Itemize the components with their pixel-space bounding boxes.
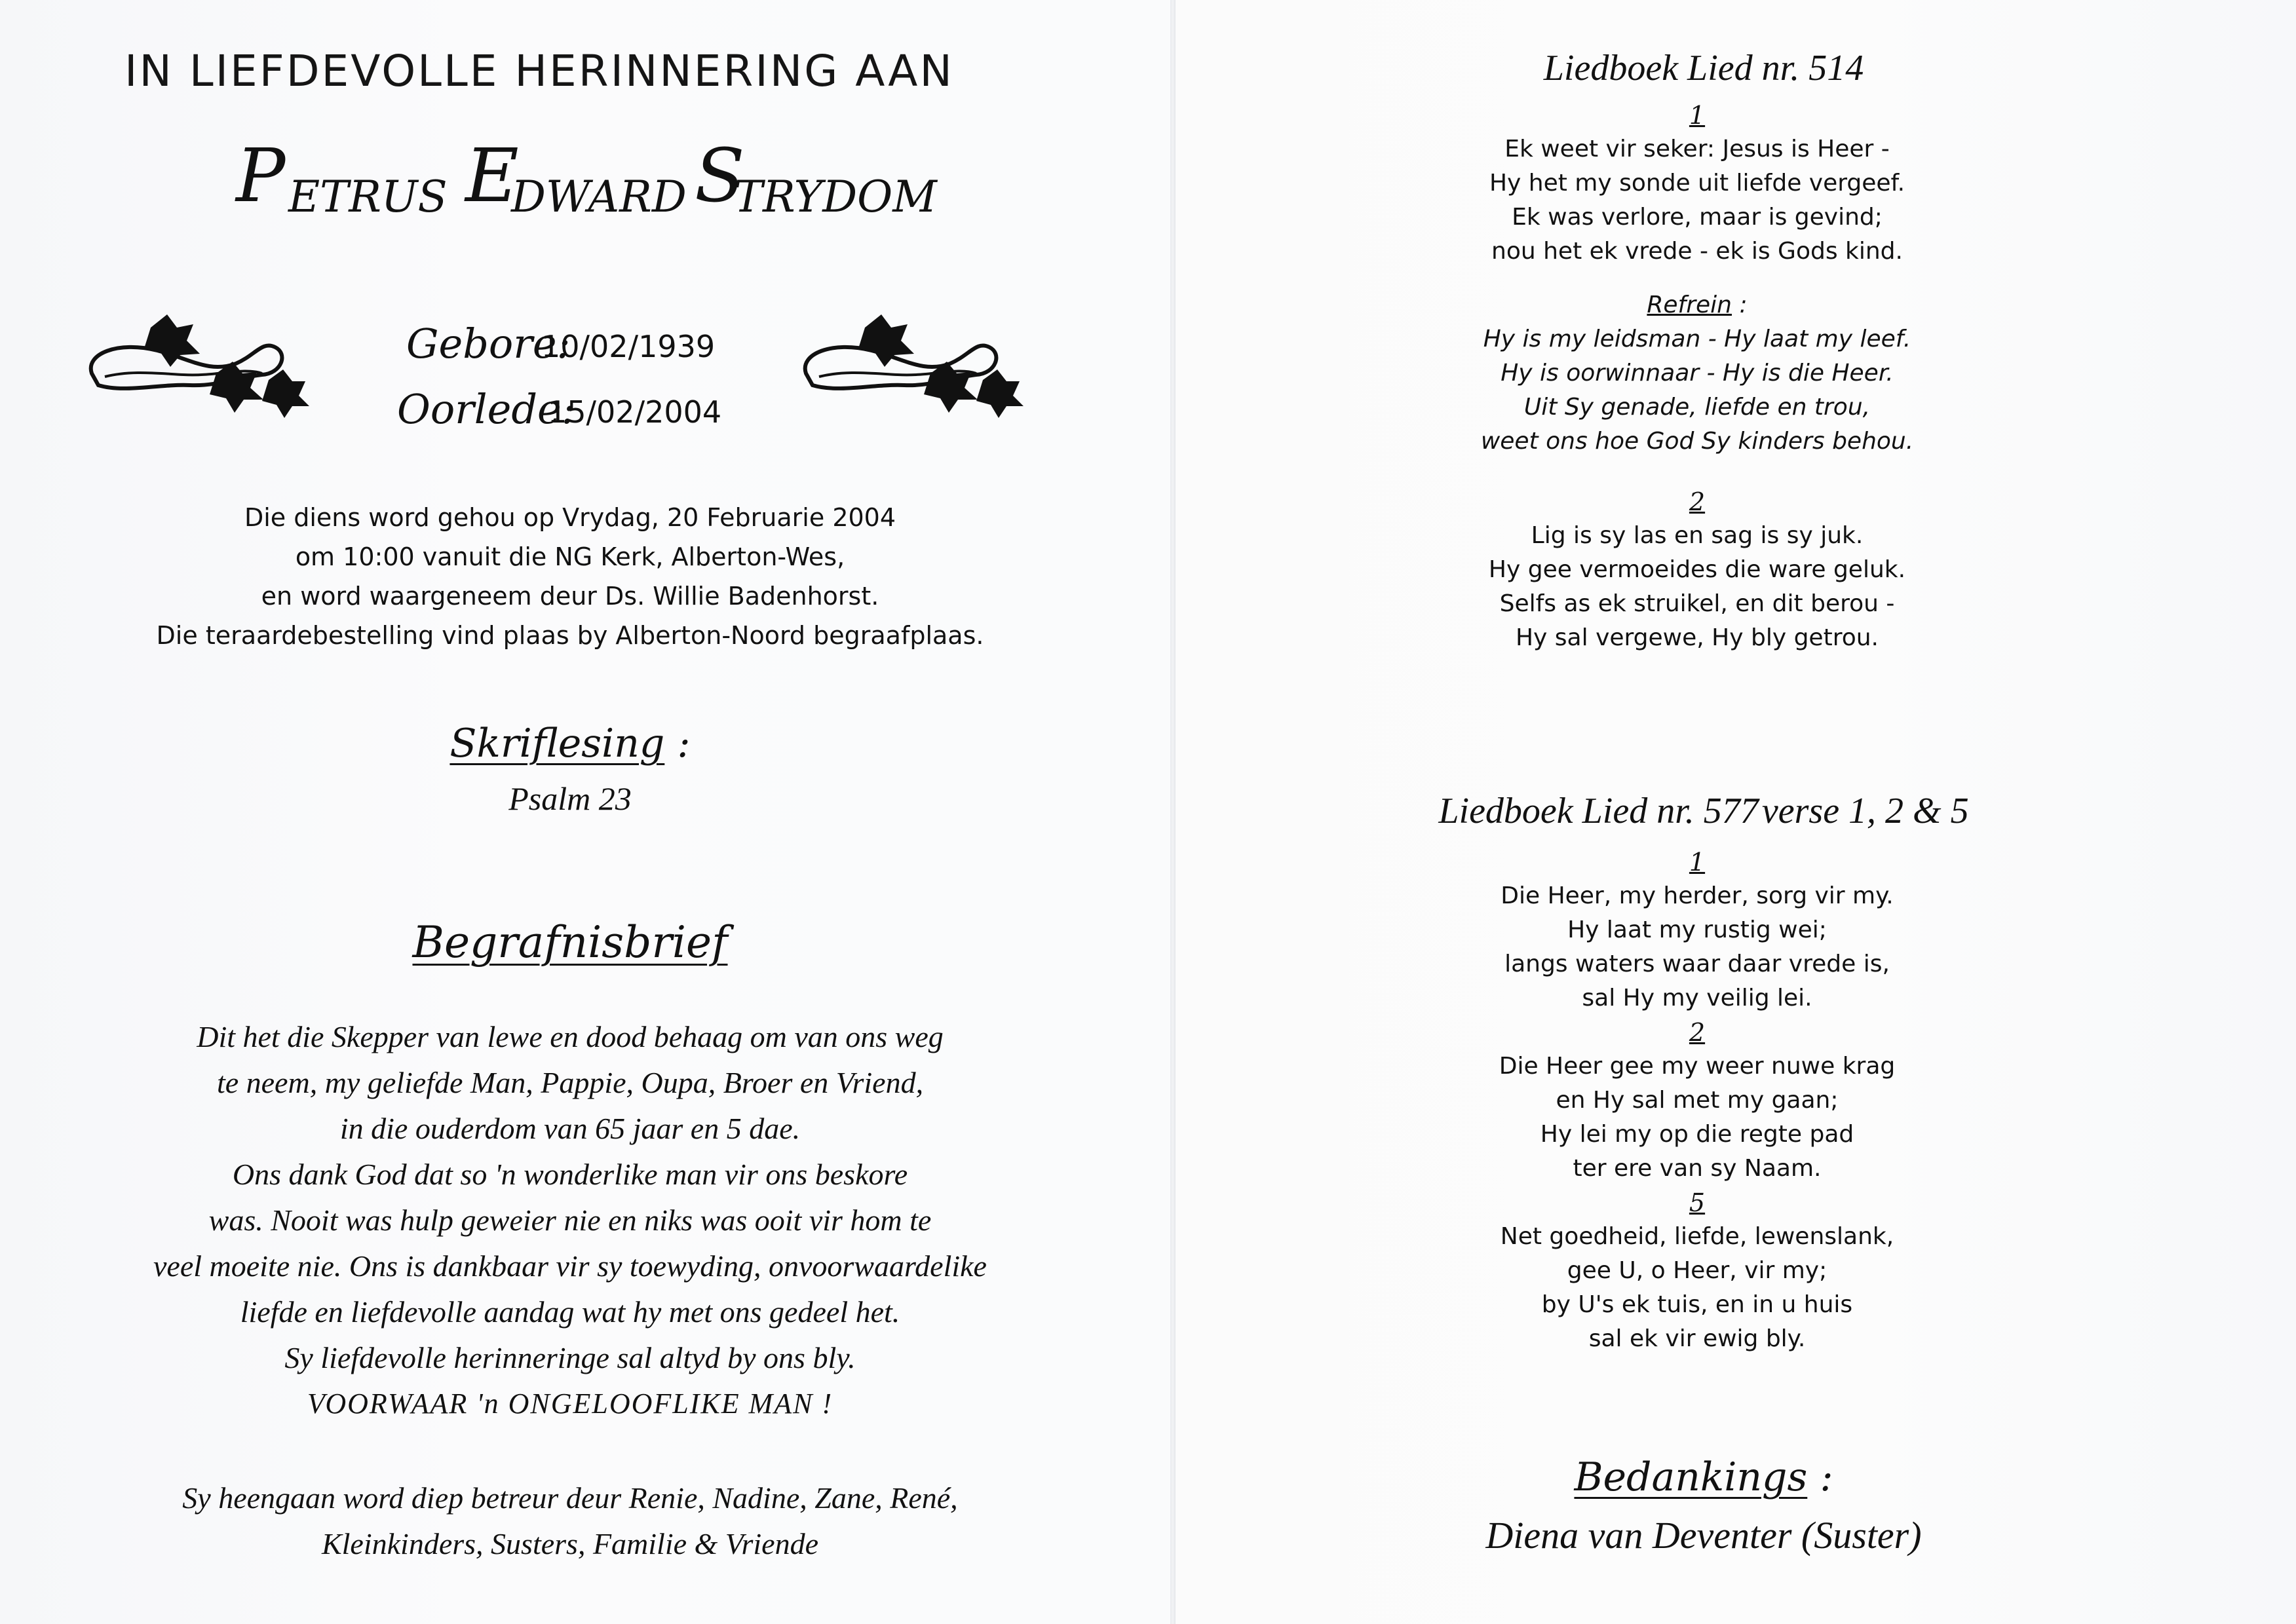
verse-line: sal Hy my veilig lei.: [1582, 985, 1812, 1011]
refrain-colon: :: [1739, 292, 1748, 318]
hymn2-body: [1271, 845, 2123, 1356]
service-line: Die diens word gehou op Vrydag, 20 Februarie 2004: [244, 503, 896, 532]
hymn2-verse2-number: 2: [1689, 1018, 1706, 1047]
verse-line: Hy laat my rustig wei;: [1567, 916, 1827, 943]
letter-line: in die ouderdom van 65 jaar en 5 dae.: [339, 1112, 801, 1145]
refrain-label: Refrein: [1647, 292, 1732, 318]
verse-line: langs waters waar daar vrede is,: [1504, 951, 1890, 977]
hymn2-title: Liedboek Lied nr. 577: [1438, 791, 1759, 831]
verse-line: Hy het my sonde uit liefde vergeef.: [1489, 170, 1905, 197]
verse-line: Net goedheid, liefde, lewenslank,: [1500, 1223, 1894, 1250]
verse-line: ter ere van sy Naam.: [1573, 1155, 1822, 1182]
letter-line: te neem, my geliefde Man, Pappie, Oupa, Broer en Vriend,: [216, 1066, 924, 1099]
verse-line: gee U, o Heer, vir my;: [1567, 1257, 1827, 1284]
mourners-line: Kleinkinders, Susters, Familie & Vriende: [321, 1527, 819, 1560]
verse-line: Lig is sy las en sag is sy juk.: [1531, 522, 1864, 549]
verse-line: by U's ek tuis, en in u huis: [1541, 1291, 1853, 1318]
died-date: 15/02/2004: [548, 394, 722, 430]
letter-line: liefde en liefdevolle aandag wat hy met ons gedeel het.: [240, 1295, 900, 1329]
thanks-text: Diena van Deventer (Suster): [1485, 1514, 1922, 1557]
verse-line: Hy sal vergewe, Hy bly getrou.: [1515, 624, 1879, 651]
reading-colon: :: [677, 721, 691, 766]
verse-line: nou het ek vrede - ek is Gods kind.: [1491, 238, 1903, 265]
verse-line: Selfs as ek struikel, en dit berou -: [1499, 590, 1895, 617]
letter-heading: [275, 917, 865, 968]
name-first-initial: P: [236, 134, 286, 219]
name-last-rest: TRYDOM: [734, 172, 937, 222]
refrain-line: Hy is my leidsman - Hy laat my leef.: [1483, 326, 1911, 352]
born-date: 10/02/1939: [541, 329, 716, 364]
hymn1-title: Liedboek Lied nr. 514: [1543, 48, 1864, 88]
refrain-line: Uit Sy genade, liefde en trou,: [1523, 394, 1871, 421]
vine-leaf-ornament-icon: [79, 301, 315, 426]
verse-line: sal ek vir ewig bly.: [1588, 1325, 1806, 1352]
refrain-line: Hy is oorwinnaar - Hy is die Heer.: [1501, 360, 1894, 387]
reading-heading: [275, 721, 865, 766]
name-middle-rest: DWARD: [511, 172, 687, 222]
service-line: Die teraardebestelling vind plaas by Alberton-Noord begraafplaas.: [156, 621, 984, 650]
page-fold: [1170, 0, 1176, 1624]
hymn2-subtitle: verse 1, 2 & 5: [1761, 791, 1969, 831]
refrain-heading: [1271, 288, 2123, 322]
service-line: en word waargeneem deur Ds. Willie Badenhorst.: [261, 582, 879, 611]
hymn1-verse2-number: 2: [1689, 487, 1706, 516]
letter-line: Sy liefdevolle herinneringe sal altyd by ons bly.: [284, 1341, 856, 1374]
memorial-heading: IN LIEFDEVOLLE HERINNERING AAN: [124, 46, 954, 96]
thanks-heading: [1311, 1454, 2097, 1500]
name-last-initial: S: [695, 134, 745, 219]
thanks-colon: :: [1820, 1454, 1833, 1500]
refrain-line: weet ons hoe God Sy kinders behou.: [1480, 428, 1914, 455]
mourners-line: Sy heengaan word diep betreur deur Renie, Nadine, Zane, René,: [182, 1481, 958, 1515]
letter-title: Begrafnisbrief: [412, 917, 728, 968]
hymn2-heading: [1311, 790, 2097, 832]
letter-line: was. Nooit was hulp geweier nie en niks was ooit vir hom te: [208, 1203, 932, 1237]
service-line: om 10:00 vanuit die NG Kerk, Alberton-Wes,: [295, 542, 845, 571]
name-first-rest: ETRUS: [288, 172, 448, 222]
deceased-name: [197, 134, 983, 235]
reading-text: Psalm 23: [508, 780, 632, 817]
life-dates: [373, 320, 832, 445]
letter-line: veel moeite nie. Ons is dankbaar vir sy toewyding, onvoorwaardelike: [153, 1249, 987, 1283]
verse-line: Die Heer gee my weer nuwe krag: [1499, 1053, 1896, 1080]
verse-line: Hy gee vermoeides die ware geluk.: [1488, 556, 1906, 583]
verse-line: Ek was verlore, maar is gevind;: [1512, 204, 1883, 231]
verse-line: Die Heer, my herder, sorg vir my.: [1501, 882, 1894, 909]
hymn1-body: [1271, 98, 2123, 655]
letter-line: Ons dank God dat so 'n wonderlike man vir ons beskore: [232, 1158, 908, 1191]
hymn2-verse5-number: 5: [1689, 1188, 1706, 1217]
name-middle-initial: E: [465, 134, 519, 219]
reading-title: Skriflesing: [450, 721, 665, 766]
died-label: Oorlede:: [397, 385, 575, 433]
born-label: Gebore:: [406, 320, 571, 368]
thanks-title: Bedankings: [1574, 1454, 1808, 1500]
funeral-letter: [79, 1014, 1062, 1427]
mourners: [79, 1475, 1062, 1567]
letter-line: Dit het die Skepper van lewe en dood behaag om van ons weg: [197, 1020, 944, 1053]
hymn1-verse1-number: 1: [1689, 101, 1706, 130]
service-details: [79, 498, 1062, 655]
letter-exclaim: VOORWAAR 'n ONGELOOFLIKE MAN !: [307, 1388, 833, 1420]
verse-line: Hy lei my op die regte pad: [1540, 1121, 1854, 1148]
verse-line: en Hy sal met my gaan;: [1556, 1087, 1839, 1114]
verse-line: Ek weet vir seker: Jesus is Heer -: [1504, 136, 1890, 162]
hymn2-verse1-number: 1: [1689, 848, 1706, 877]
